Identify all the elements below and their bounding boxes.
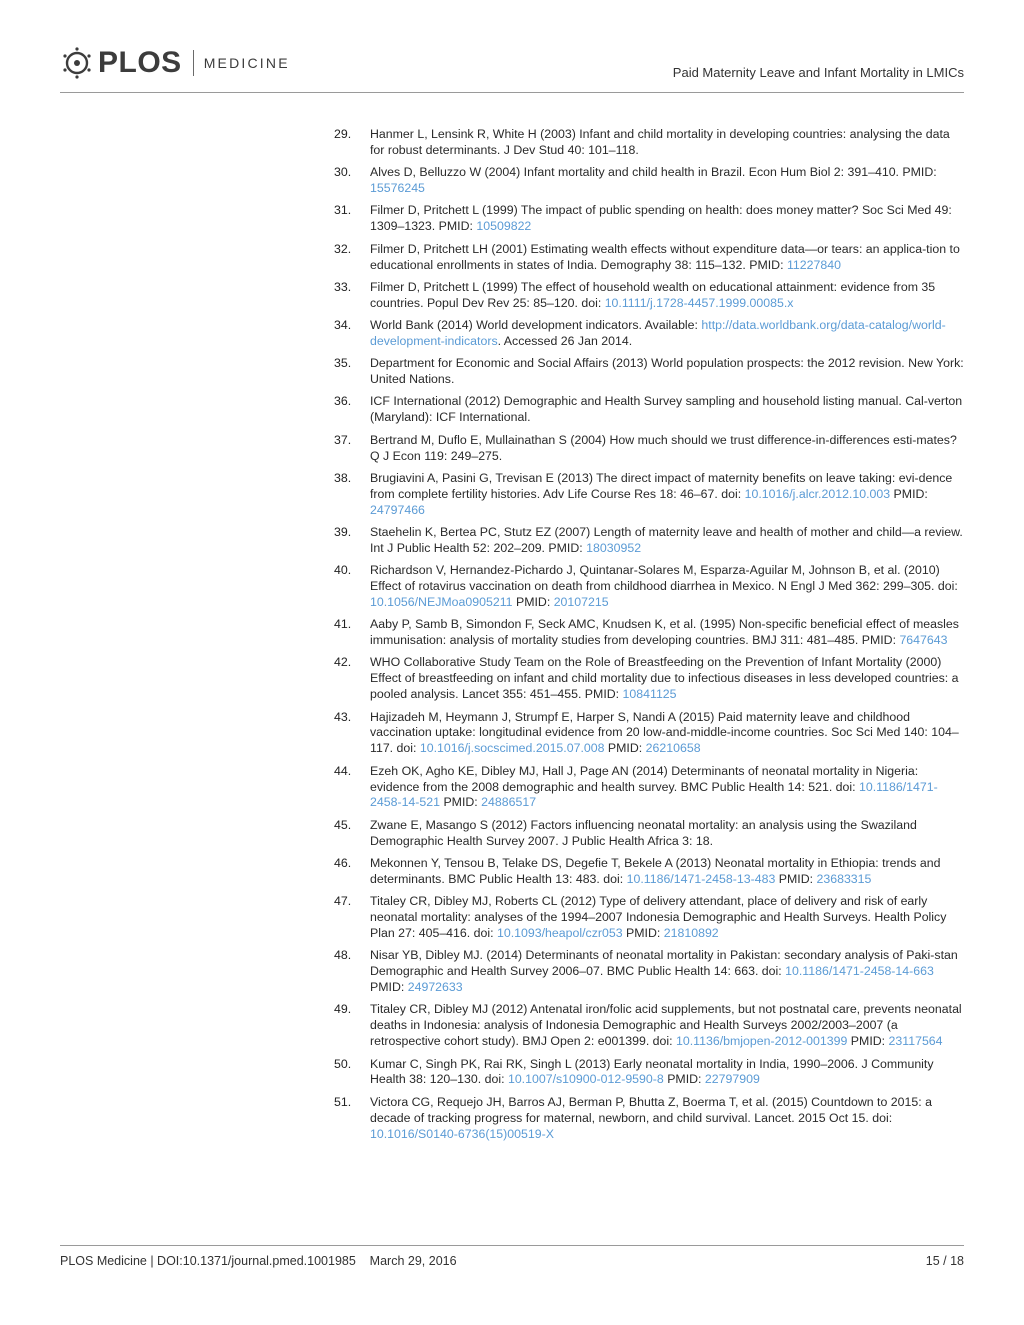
reference-citation-text: Alves D, Belluzzo W (2004) Infant mortality and child health in Brazil. Econ Hum Biol 2: 391–410. PMID:: [370, 165, 937, 180]
reference-item: [334, 525, 966, 557]
reference-item: [334, 127, 966, 159]
reference-citation-text: PMID:: [622, 926, 664, 940]
reference-link[interactable]: 10.1016/j.alcr.2012.10.003: [744, 486, 891, 501]
reference-citation-text: Nisar YB, Dibley MJ. (2014) Determinants of neonatal mortality in Pakistan: secondary analysis of Paki-stan Demographic and Health Survey 2006–07. BMC Public Health 14: 663. doi:: [370, 948, 958, 979]
reference-citation-text: PMID:: [775, 871, 817, 886]
reference-item: [334, 856, 966, 888]
reference-link[interactable]: 10.1056/NEJMoa0905211: [370, 594, 513, 609]
reference-number: 30.: [334, 165, 352, 180]
page-header: [60, 44, 964, 93]
reference-text: [370, 203, 966, 235]
reference-number: 34.: [334, 318, 352, 333]
reference-number: 29.: [334, 127, 352, 141]
reference-number: 39.: [334, 524, 352, 539]
reference-link[interactable]: 7647643: [899, 633, 948, 648]
reference-citation-text: Filmer D, Pritchett L (1999) The impact of public spending on health: does money matter? Soc Sci Med 49: 1309–1323. PMID:: [370, 203, 952, 234]
reference-text: [370, 1057, 966, 1089]
reference-item: [334, 1002, 966, 1050]
reference-citation-text: PMID:: [663, 1072, 705, 1087]
reference-item: [334, 394, 966, 426]
reference-citation-text: Staehelin K, Bertea PC, Stutz EZ (2007) Length of maternity leave and health of mother and child—a review. Int J Public Health 52: 202–209. PMID:: [370, 524, 963, 555]
reference-citation-text: Richardson V, Hernandez-Pichardo J, Quintanar-Solares M, Esparza-Aguilar M, Johnson B, et al. (2010) Effect of rotavirus vaccination on death from childhood diarrhea in Mexico. N Engl J Med 362: 299–305. doi:: [370, 563, 958, 594]
reference-citation-text: PMID:: [847, 1034, 889, 1049]
reference-text: [370, 948, 966, 996]
reference-citation-text: ICF International (2012) Demographic and Health Survey sampling and household listing manual. Cal-verton (Maryland): ICF International.: [370, 394, 963, 425]
reference-item: [334, 710, 966, 758]
reference-item: [334, 894, 966, 942]
reference-link[interactable]: 24972633: [407, 980, 463, 995]
reference-link[interactable]: 15576245: [370, 181, 425, 196]
reference-text: [370, 471, 966, 519]
reference-item: [334, 433, 966, 465]
reference-item: [334, 655, 966, 703]
reference-link[interactable]: 10.1007/s10900-012-9590-8: [507, 1072, 664, 1087]
reference-link[interactable]: 22797909: [704, 1072, 760, 1087]
reference-link[interactable]: 23117564: [888, 1034, 943, 1049]
reference-text: [370, 127, 966, 159]
reference-link[interactable]: 23683315: [816, 871, 872, 886]
reference-link[interactable]: 10.1016/j.socscimed.2015.07.008: [419, 741, 605, 756]
page-footer: [60, 1245, 964, 1268]
reference-citation-text: WHO Collaborative Study Team on the Role of Breastfeeding on the Prevention of Infant Mortality (2000) Effect of breastfeeding on infant and child mortality due to infectious diseases in less developed countries: a pooled analysis. Lancet 355: 451–455. PMID:: [370, 655, 959, 702]
footer-citation: PLOS Medicine | DOI:10.1371/journal.pmed.1001985 March 29, 2016: [60, 1254, 457, 1268]
reference-text: [370, 655, 966, 703]
running-title: Paid Maternity Leave and Infant Mortality in LMICs: [672, 65, 964, 80]
reference-citation-text: Aaby P, Samb B, Simondon F, Seck AMC, Knudsen K, et al. (1995) Non-specific beneficial effect of measles immunisation: analysis of mortality studies from developing countries. BMJ 311: 481–485. PMID:: [370, 617, 959, 648]
reference-link[interactable]: 10.1093/heapol/czr053: [496, 926, 623, 940]
reference-number: 49.: [334, 1002, 352, 1017]
reference-citation-text: Filmer D, Pritchett L (1999) The effect of household wealth on educational attainment: evidence from 35 countries. Popul Dev Rev 25: 85–120. doi:: [370, 279, 936, 310]
reference-link[interactable]: 10841125: [622, 687, 677, 702]
reference-text: [370, 764, 966, 812]
reference-text: [370, 1095, 966, 1143]
reference-citation-text: World Bank (2014) World development indicators. Available:: [370, 318, 702, 333]
reference-link[interactable]: 10.1136/bmjopen-2012-001399: [676, 1034, 848, 1049]
reference-citation-text: Brugiavini A, Pasini G, Trevisan E (2013) The direct impact of maternity benefits on leave taking: evi-dence from complete fertility histories. Adv Life Course Res 18: 46–67. doi:: [370, 470, 953, 501]
reference-citation-text: Filmer D, Pritchett LH (2001) Estimating wealth effects without expenditure data—or tears: an applica-tion to educational enrollments in states of India. Demography 38: 115–132. PMID:: [370, 241, 960, 272]
reference-text: [370, 280, 966, 312]
reference-link[interactable]: 24797466: [370, 502, 425, 517]
reference-number: 41.: [334, 617, 352, 632]
plos-logo-icon: [60, 46, 94, 80]
reference-number: 51.: [334, 1094, 352, 1109]
reference-citation-text: Department for Economic and Social Affairs (2013) World population prospects: the 2012 revision. New York: United Nations.: [370, 356, 964, 387]
reference-citation-text: Mekonnen Y, Tensou B, Telake DS, Degefie T, Bekele A (2013) Neonatal mortality in Ethiopia: trends and determinants. BMC Public Health 13: 483. doi:: [370, 855, 941, 886]
reference-link[interactable]: 21810892: [663, 926, 719, 940]
reference-number: 50.: [334, 1056, 352, 1071]
reference-number: 48.: [334, 948, 352, 963]
reference-link[interactable]: 24886517: [481, 795, 537, 810]
reference-citation-text: Titaley CR, Dibley MJ, Roberts CL (2012) Type of delivery attendant, place of delivery and risk of early neonatal mortality: analyses of the 1994–2007 Indonesia Demographic and Health Surveys. Health Policy Plan 27: 405–416. doi:: [370, 894, 947, 940]
reference-number: 45.: [334, 817, 352, 832]
plos-medicine-logo: [60, 46, 290, 80]
reference-link[interactable]: 10509822: [476, 219, 532, 234]
reference-citation-text: PMID:: [370, 980, 408, 995]
reference-number: 36.: [334, 394, 352, 409]
reference-item: [334, 1057, 966, 1089]
logo-plos-text: PLOS: [98, 46, 182, 79]
logo-medicine-text: MEDICINE: [203, 55, 290, 71]
reference-number: 37.: [334, 432, 352, 447]
reference-link[interactable]: 18030952: [586, 540, 642, 555]
reference-text: [370, 894, 966, 942]
reference-number: 31.: [334, 203, 352, 218]
reference-link[interactable]: 26210658: [645, 741, 701, 756]
reference-text: [370, 433, 966, 465]
reference-text: [370, 165, 966, 197]
reference-item: [334, 764, 966, 812]
page-number: 15 / 18: [925, 1254, 964, 1268]
reference-item: [334, 242, 966, 274]
logo-divider: [193, 50, 194, 76]
reference-citation-text: Victora CG, Requejo JH, Barros AJ, Berman P, Bhutta Z, Boerma T, et al. (2015) Countdown to 2015: a decade of tracking progress for maternal, newborn, and child survival. Lancet. 2015 Oct 15. doi:: [370, 1094, 932, 1125]
reference-citation-text: Hajizadeh M, Heymann J, Strumpf E, Harper S, Nandi A (2015) Paid maternity leave and childhood vaccination uptake: longitudinal evidence from 20 low-and-middle-income countries. Soc Sci Med 140: 104–117. doi:: [370, 709, 959, 756]
reference-item: [334, 818, 966, 850]
reference-number: 44.: [334, 763, 352, 778]
reference-item: [334, 280, 966, 312]
reference-text: [370, 356, 966, 388]
reference-item: [334, 356, 966, 388]
reference-item: [334, 617, 966, 649]
reference-link[interactable]: 10.1186/1471-2458-14-521: [370, 779, 938, 810]
reference-number: 38.: [334, 470, 352, 485]
reference-text: [370, 1002, 966, 1050]
reference-citation-text: PMID:: [512, 594, 554, 609]
reference-citation-text: Ezeh OK, Agho KE, Dibley MJ, Hall J, Page AN (2014) Determinants of neonatal mortality in Nigeria: evidence from the 2008 demographic and health survey. BMC Public Health 14: 521. doi:: [370, 763, 919, 794]
reference-citation-text: Hanmer L, Lensink R, White H (2003) Infant and child mortality in developing countries: analysing the data for robust determinants. J Dev Stud 40: 101–118.: [370, 127, 950, 157]
reference-text: [370, 525, 966, 557]
reference-text: [370, 856, 966, 888]
reference-text: [370, 394, 966, 426]
reference-citation-text: PMID:: [604, 741, 646, 756]
reference-text: [370, 710, 966, 758]
reference-citation-text: PMID:: [440, 795, 482, 810]
reference-number: 43.: [334, 709, 352, 724]
reference-text: [370, 242, 966, 274]
reference-number: 35.: [334, 356, 352, 371]
reference-text: [370, 818, 966, 850]
reference-link[interactable]: 10.1186/1471-2458-13-483: [626, 871, 776, 886]
reference-number: 32.: [334, 241, 352, 256]
reference-list: [334, 127, 966, 1149]
reference-link[interactable]: 10.1016/S0140-6736(15)00519-X: [370, 1126, 554, 1141]
reference-number: 42.: [334, 655, 352, 670]
reference-link[interactable]: 11227840: [786, 257, 841, 272]
reference-number: 46.: [334, 855, 352, 870]
reference-number: 33.: [334, 279, 352, 294]
reference-citation-text: . Accessed 26 Jan 2014.: [497, 333, 633, 348]
reference-item: [334, 165, 966, 197]
reference-link[interactable]: 10.1186/1471-2458-14-663: [785, 964, 934, 979]
reference-number: 47.: [334, 894, 352, 909]
reference-citation-text: Zwane E, Masango S (2012) Factors influencing neonatal mortality: an analysis using the Swaziland Demographic Health Survey 2007. J Public Health Africa 3: 18.: [370, 817, 917, 848]
reference-item: [334, 948, 966, 996]
reference-text: [370, 563, 966, 611]
reference-item: [334, 1095, 966, 1143]
reference-link[interactable]: 10.1111/j.1728-4457.1999.00085.x: [604, 295, 794, 310]
reference-item: [334, 203, 966, 235]
reference-citation-text: Titaley CR, Dibley MJ (2012) Antenatal iron/folic acid supplements, but not postnatal care, prevents neonatal deaths in Indonesia: analysis of Indonesia Demographic and Health Surveys 2002/2003–2007 (a retrospective cohort study). BMJ Open 2: e001399. doi:: [370, 1002, 962, 1049]
reference-link[interactable]: 20107215: [553, 594, 609, 609]
reference-text: [370, 617, 966, 649]
reference-citation-text: PMID:: [890, 486, 928, 501]
reference-citation-text: Bertrand M, Duflo E, Mullainathan S (2004) How much should we trust difference-in-differences esti-mates? Q J Econ 119: 249–275.: [370, 432, 957, 463]
reference-item: [334, 318, 966, 350]
reference-link[interactable]: http://data.worldbank.org/data-catalog/world-development-indicators: [370, 318, 946, 348]
reference-item: [334, 563, 966, 611]
reference-item: [334, 471, 966, 519]
reference-text: [370, 318, 966, 350]
reference-number: 40.: [334, 563, 352, 578]
reference-citation-text: Kumar C, Singh PK, Rai RK, Singh L (2013) Early neonatal mortality in India, 1990–2006. J Community Health 38: 120–130. doi:: [370, 1056, 934, 1087]
